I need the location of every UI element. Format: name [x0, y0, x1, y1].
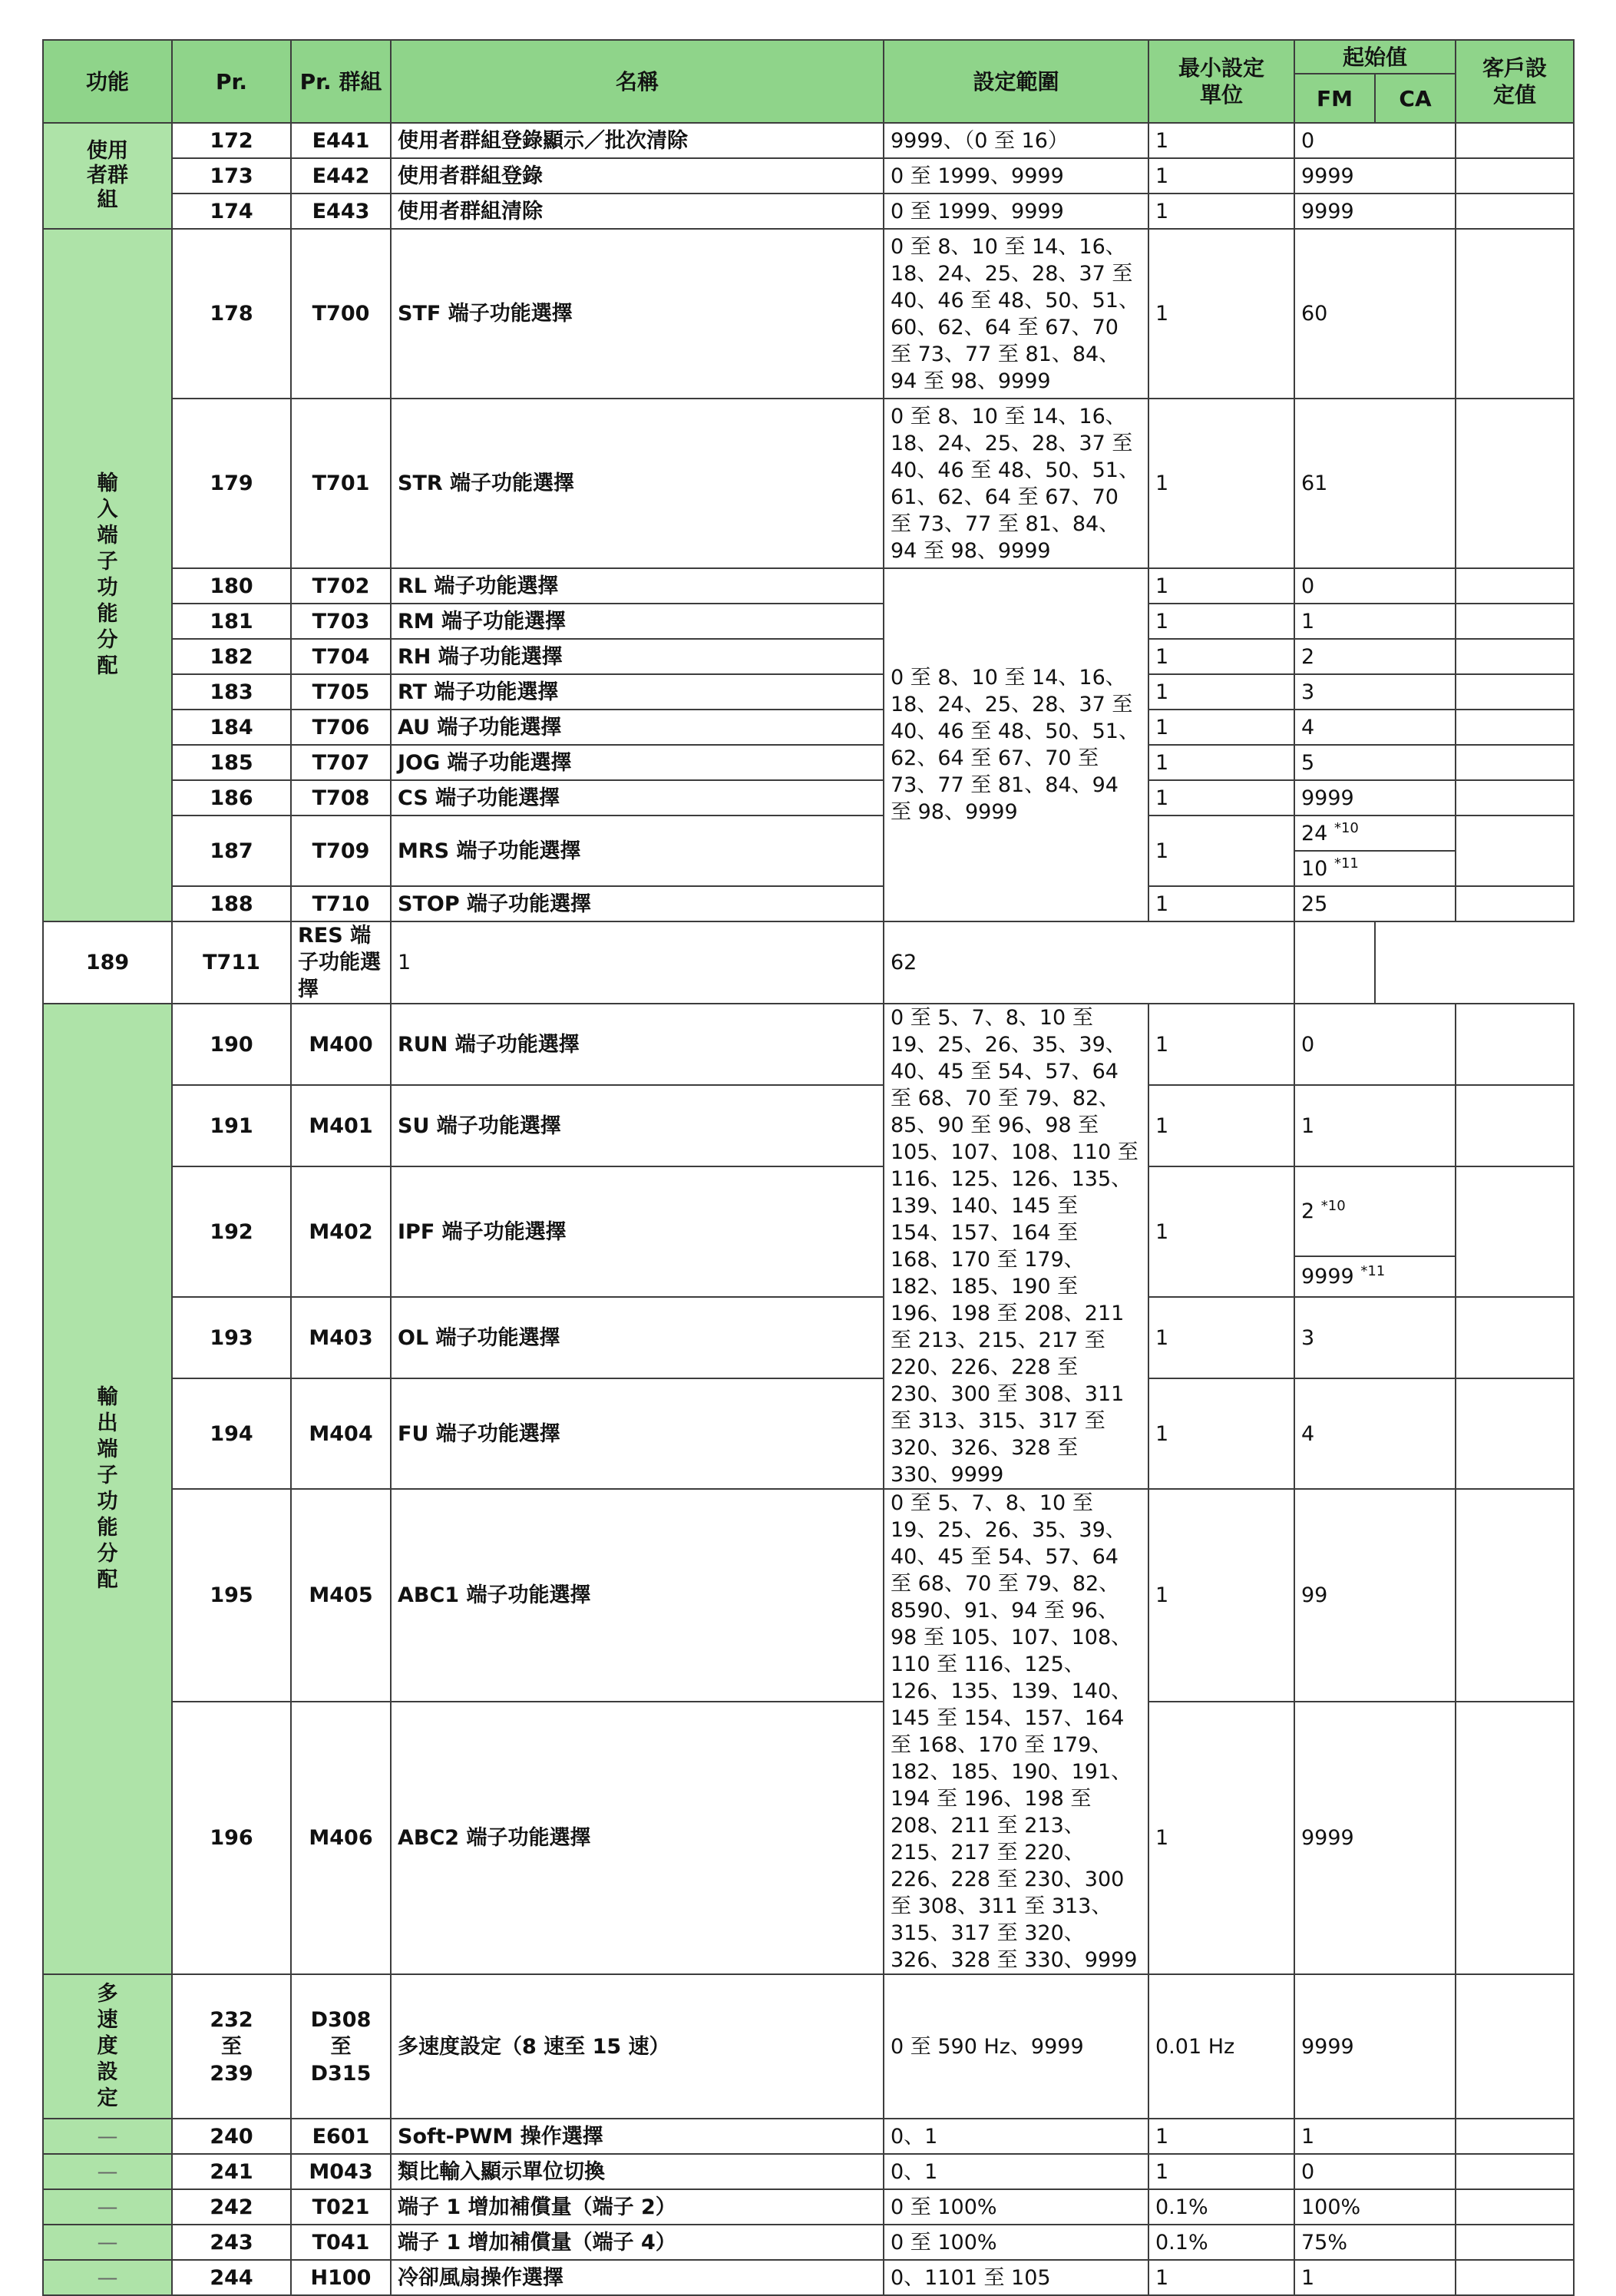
- table-cell: 1: [1148, 710, 1294, 745]
- table-cell: SU 端子功能選擇: [391, 1085, 884, 1166]
- table-cell: 188: [172, 886, 291, 921]
- customer-cell: [1456, 2225, 1574, 2260]
- table-cell: 1: [1148, 1489, 1294, 1702]
- table-cell: 1: [1148, 886, 1294, 921]
- table-cell: STOP 端子功能選擇: [391, 886, 884, 921]
- table-cell: 10 $^{*11}$: [1294, 851, 1456, 886]
- customer-cell: [1456, 780, 1574, 816]
- table-cell: 0 至 8、10 至 14、16、18、24、25、28、37 至 40、46 至 48、50、51、62、64 至 67、70 至 73、77 至 81、84、94 至 98、9999: [884, 568, 1148, 921]
- customer-cell: [1456, 1004, 1574, 1085]
- table-cell: T706: [291, 710, 391, 745]
- table-cell: 1: [1148, 639, 1294, 674]
- table-cell: 使用者群組登錄: [391, 158, 884, 194]
- table-cell: 1: [1148, 745, 1294, 780]
- table-cell: 類比輸入顯示單位切換: [391, 2154, 884, 2189]
- table-cell: M404: [291, 1378, 391, 1489]
- customer-cell: [1456, 745, 1574, 780]
- table-cell: T703: [291, 604, 391, 639]
- table-cell: 1: [1148, 1004, 1294, 1085]
- table-cell: 3: [1294, 1297, 1456, 1378]
- table-cell: 0.1%: [1148, 2225, 1294, 2260]
- table-cell: 9999: [1294, 1702, 1456, 1974]
- table-cell: 100%: [1294, 2189, 1456, 2225]
- table-cell: 0 至 100%: [884, 2225, 1148, 2260]
- table-cell: 0 至 5、7、8、10 至 19、25、26、35、39、40、45 至 54、57、64 至 68、70 至 79、82、8590、91、94 至 96、98 至 105、107、108、110 至 116、125、126、135、139、140、145 至 154、157、164 至 168、170 至 179、182、185、190、191、194 至 196、198 至 208、211 至 213、215、217 至 220、226、228 至 230、300 至 308、311 至 313、315、317 至 320、326、328 至 330、9999: [884, 1489, 1148, 1974]
- customer-cell: [1456, 2260, 1574, 2295]
- customer-cell: [1456, 1166, 1574, 1297]
- table-cell: 242: [172, 2189, 291, 2225]
- header-min-unit: 最小設定單位: [1148, 40, 1294, 123]
- table-cell: 172: [172, 123, 291, 158]
- header-fm: FM: [1294, 74, 1375, 123]
- table-cell: T021: [291, 2189, 391, 2225]
- table-cell: FU 端子功能選擇: [391, 1378, 884, 1489]
- customer-cell: [1456, 2154, 1574, 2189]
- table-cell: RM 端子功能選擇: [391, 604, 884, 639]
- table-cell: 5: [1294, 745, 1456, 780]
- table-cell: 9999: [1294, 158, 1456, 194]
- header-ca: CA: [1375, 74, 1456, 123]
- table-cell: 0 至 5、7、8、10 至 19、25、26、35、39、40、45 至 54、57、64 至 68、70 至 79、82、85、90 至 96、98 至 105、107、108、110 至 116、125、126、135、139、140、145 至 154、157、164 至 168、170 至 179、182、185、190 至 196、198 至 208、211 至 213、215、217 至 220、226、228 至 230、300 至 308、311 至 313、315、317 至 320、326、328 至 330、9999: [884, 1004, 1148, 1489]
- customer-cell: [1456, 816, 1574, 886]
- table-cell: 1: [1148, 1085, 1294, 1166]
- table-cell: 180: [172, 568, 291, 604]
- table-cell: M400: [291, 1004, 391, 1085]
- table-cell: 4: [1294, 1378, 1456, 1489]
- table-cell: 1: [1294, 1085, 1456, 1166]
- table-cell: 0 至 1999、9999: [884, 158, 1148, 194]
- table-cell: RUN 端子功能選擇: [391, 1004, 884, 1085]
- category-dash: —: [43, 2119, 172, 2154]
- customer-cell: [1456, 604, 1574, 639]
- table-cell: 1: [1148, 2260, 1294, 2295]
- table-cell: T708: [291, 780, 391, 816]
- table-cell: 1: [391, 921, 884, 1004]
- table-cell: 193: [172, 1297, 291, 1378]
- table-cell: 1: [1148, 604, 1294, 639]
- customer-cell: [1456, 1489, 1574, 1702]
- table-cell: 24 $^{*10}$: [1294, 816, 1456, 851]
- header-function: 功能: [43, 40, 172, 123]
- table-cell: 4: [1294, 710, 1456, 745]
- table-cell: 0、1: [884, 2119, 1148, 2154]
- customer-cell: [1456, 568, 1574, 604]
- table-cell: H100: [291, 2260, 391, 2295]
- table-cell: M403: [291, 1297, 391, 1378]
- table-cell: M406: [291, 1702, 391, 1974]
- customer-cell: [1456, 1085, 1574, 1166]
- table-cell: 0、1: [884, 2154, 1148, 2189]
- table-cell: MRS 端子功能選擇: [391, 816, 884, 886]
- table-cell: 1: [1148, 2119, 1294, 2154]
- customer-cell: [1456, 1702, 1574, 1974]
- table-cell: AU 端子功能選擇: [391, 710, 884, 745]
- customer-cell: [1456, 158, 1574, 194]
- table-cell: 60: [1294, 229, 1456, 399]
- table-cell: 1: [1148, 1378, 1294, 1489]
- table-cell: 0: [1294, 1004, 1456, 1085]
- customer-cell: [1456, 710, 1574, 745]
- table-cell: D308 至 D315: [291, 1974, 391, 2119]
- table-cell: 9999 $^{*11}$: [1294, 1256, 1456, 1297]
- table-cell: 多速度設定（8 速至 15 速）: [391, 1974, 884, 2119]
- table-cell: T707: [291, 745, 391, 780]
- table-cell: T710: [291, 886, 391, 921]
- customer-cell: [1456, 194, 1574, 229]
- category-output-terminal: 輸出端子功能分配: [43, 1004, 172, 1974]
- table-cell: 179: [172, 399, 291, 568]
- table-cell: 185: [172, 745, 291, 780]
- table-cell: T702: [291, 568, 391, 604]
- table-cell: 3: [1294, 674, 1456, 710]
- table-cell: 189: [43, 921, 172, 1004]
- customer-cell: [1294, 921, 1375, 1004]
- customer-cell: [1456, 1378, 1574, 1489]
- table-cell: 2 $^{*10}$: [1294, 1166, 1456, 1256]
- customer-cell: [1456, 2119, 1574, 2154]
- header-pr-group: Pr. 群組: [291, 40, 391, 123]
- table-cell: 241: [172, 2154, 291, 2189]
- table-cell: ABC1 端子功能選擇: [391, 1489, 884, 1702]
- header-initial: 起始值: [1294, 40, 1456, 74]
- table-cell: Soft-PWM 操作選擇: [391, 2119, 884, 2154]
- table-cell: T704: [291, 639, 391, 674]
- table-cell: 0.01 Hz: [1148, 1974, 1294, 2119]
- table-cell: T041: [291, 2225, 391, 2260]
- table-cell: T709: [291, 816, 391, 886]
- table-cell: 0 至 1999、9999: [884, 194, 1148, 229]
- table-cell: 194: [172, 1378, 291, 1489]
- table-cell: 0 至 8、10 至 14、16、18、24、25、28、37 至 40、46 至 48、50、51、60、62、64 至 67、70 至 73、77 至 81、84、94 至 98、9999: [884, 229, 1148, 399]
- category-input-terminal: 輸入端子功能分配: [43, 229, 172, 921]
- table-cell: 182: [172, 639, 291, 674]
- table-cell: 173: [172, 158, 291, 194]
- parameter-table: [42, 39, 1575, 2296]
- table-cell: 0.1%: [1148, 2189, 1294, 2225]
- category-dash: —: [43, 2260, 172, 2295]
- table-cell: M043: [291, 2154, 391, 2189]
- table-cell: 244: [172, 2260, 291, 2295]
- table-cell: 196: [172, 1702, 291, 1974]
- table-cell: 62: [884, 921, 1294, 1004]
- table-cell: 1: [1294, 2119, 1456, 2154]
- table-cell: 1: [1148, 816, 1294, 886]
- table-cell: 0 至 8、10 至 14、16、18、24、25、28、37 至 40、46 至 48、50、51、61、62、64 至 67、70 至 73、77 至 81、84、94 至 98、9999: [884, 399, 1148, 568]
- table-cell: STR 端子功能選擇: [391, 399, 884, 568]
- table-cell: 192: [172, 1166, 291, 1297]
- table-cell: 1: [1294, 2260, 1456, 2295]
- table-cell: 186: [172, 780, 291, 816]
- table-cell: 191: [172, 1085, 291, 1166]
- table-cell: 9999: [1294, 194, 1456, 229]
- customer-cell: [1456, 639, 1574, 674]
- table-cell: 75%: [1294, 2225, 1456, 2260]
- customer-cell: [1456, 886, 1574, 921]
- customer-cell: [1456, 1974, 1574, 2119]
- table-cell: RL 端子功能選擇: [391, 568, 884, 604]
- table-cell: 1: [1148, 568, 1294, 604]
- table-cell: ABC2 端子功能選擇: [391, 1702, 884, 1974]
- table-cell: 1: [1148, 780, 1294, 816]
- table-cell: STF 端子功能選擇: [391, 229, 884, 399]
- table-cell: 243: [172, 2225, 291, 2260]
- table-cell: JOG 端子功能選擇: [391, 745, 884, 780]
- table-cell: 1: [1148, 229, 1294, 399]
- table-cell: 0: [1294, 568, 1456, 604]
- table-cell: 9999: [1294, 1974, 1456, 2119]
- header-name: 名稱: [391, 40, 884, 123]
- table-cell: T705: [291, 674, 391, 710]
- table-cell: E441: [291, 123, 391, 158]
- table-cell: 240: [172, 2119, 291, 2154]
- customer-cell: [1456, 229, 1574, 399]
- table-cell: 181: [172, 604, 291, 639]
- header-pr: Pr.: [172, 40, 291, 123]
- customer-cell: [1456, 123, 1574, 158]
- table-cell: M401: [291, 1085, 391, 1166]
- table-cell: 9999、（0 至 16）: [884, 123, 1148, 158]
- table-cell: 61: [1294, 399, 1456, 568]
- header-range: 設定範圍: [884, 40, 1148, 123]
- table-cell: 1: [1148, 2154, 1294, 2189]
- category-dash: —: [43, 2189, 172, 2225]
- table-cell: OL 端子功能選擇: [391, 1297, 884, 1378]
- table-cell: RH 端子功能選擇: [391, 639, 884, 674]
- table-cell: 195: [172, 1489, 291, 1702]
- table-cell: T701: [291, 399, 391, 568]
- category-multi-speed: 多速度設定: [43, 1974, 172, 2119]
- table-cell: 9999: [1294, 780, 1456, 816]
- table-cell: E443: [291, 194, 391, 229]
- table-cell: CS 端子功能選擇: [391, 780, 884, 816]
- table-cell: 190: [172, 1004, 291, 1085]
- table-cell: 1: [1148, 158, 1294, 194]
- customer-cell: [1456, 1297, 1574, 1378]
- table-cell: 0、1101 至 105: [884, 2260, 1148, 2295]
- table-cell: 1: [1148, 1166, 1294, 1297]
- table-cell: T711: [172, 921, 291, 1004]
- table-cell: 25: [1294, 886, 1456, 921]
- category-user-group: 使用者群組: [43, 123, 172, 229]
- table-cell: 184: [172, 710, 291, 745]
- table-cell: 使用者群組登錄顯示／批次清除: [391, 123, 884, 158]
- header-customer: 客戶設定值: [1456, 40, 1574, 123]
- table-cell: 174: [172, 194, 291, 229]
- table-cell: 232 至 239: [172, 1974, 291, 2119]
- table-cell: M402: [291, 1166, 391, 1297]
- table-cell: 0: [1294, 2154, 1456, 2189]
- customer-cell: [1456, 399, 1574, 568]
- table-cell: 0: [1294, 123, 1456, 158]
- table-cell: 183: [172, 674, 291, 710]
- table-cell: RES 端子功能選擇: [291, 921, 391, 1004]
- table-cell: 0 至 100%: [884, 2189, 1148, 2225]
- table-cell: 端子 1 增加補償量（端子 2）: [391, 2189, 884, 2225]
- table-cell: 使用者群組清除: [391, 194, 884, 229]
- table-cell: 1: [1148, 123, 1294, 158]
- table-cell: M405: [291, 1489, 391, 1702]
- table-cell: 0 至 590 Hz、9999: [884, 1974, 1148, 2119]
- table-cell: RT 端子功能選擇: [391, 674, 884, 710]
- table-cell: 187: [172, 816, 291, 886]
- table-cell: 99: [1294, 1489, 1456, 1702]
- table-cell: 2: [1294, 639, 1456, 674]
- table-cell: 1: [1148, 399, 1294, 568]
- table-cell: 1: [1148, 1702, 1294, 1974]
- table-cell: 178: [172, 229, 291, 399]
- table-cell: T700: [291, 229, 391, 399]
- table-cell: 1: [1294, 604, 1456, 639]
- table-cell: 1: [1148, 674, 1294, 710]
- table-cell: 1: [1148, 1297, 1294, 1378]
- customer-cell: [1456, 674, 1574, 710]
- category-dash: —: [43, 2154, 172, 2189]
- table-cell: 端子 1 增加補償量（端子 4）: [391, 2225, 884, 2260]
- customer-cell: [1456, 2189, 1574, 2225]
- table-cell: 冷卻風扇操作選擇: [391, 2260, 884, 2295]
- table-cell: E442: [291, 158, 391, 194]
- table-cell: E601: [291, 2119, 391, 2154]
- category-dash: —: [43, 2225, 172, 2260]
- table-cell: IPF 端子功能選擇: [391, 1166, 884, 1297]
- table-cell: 1: [1148, 194, 1294, 229]
